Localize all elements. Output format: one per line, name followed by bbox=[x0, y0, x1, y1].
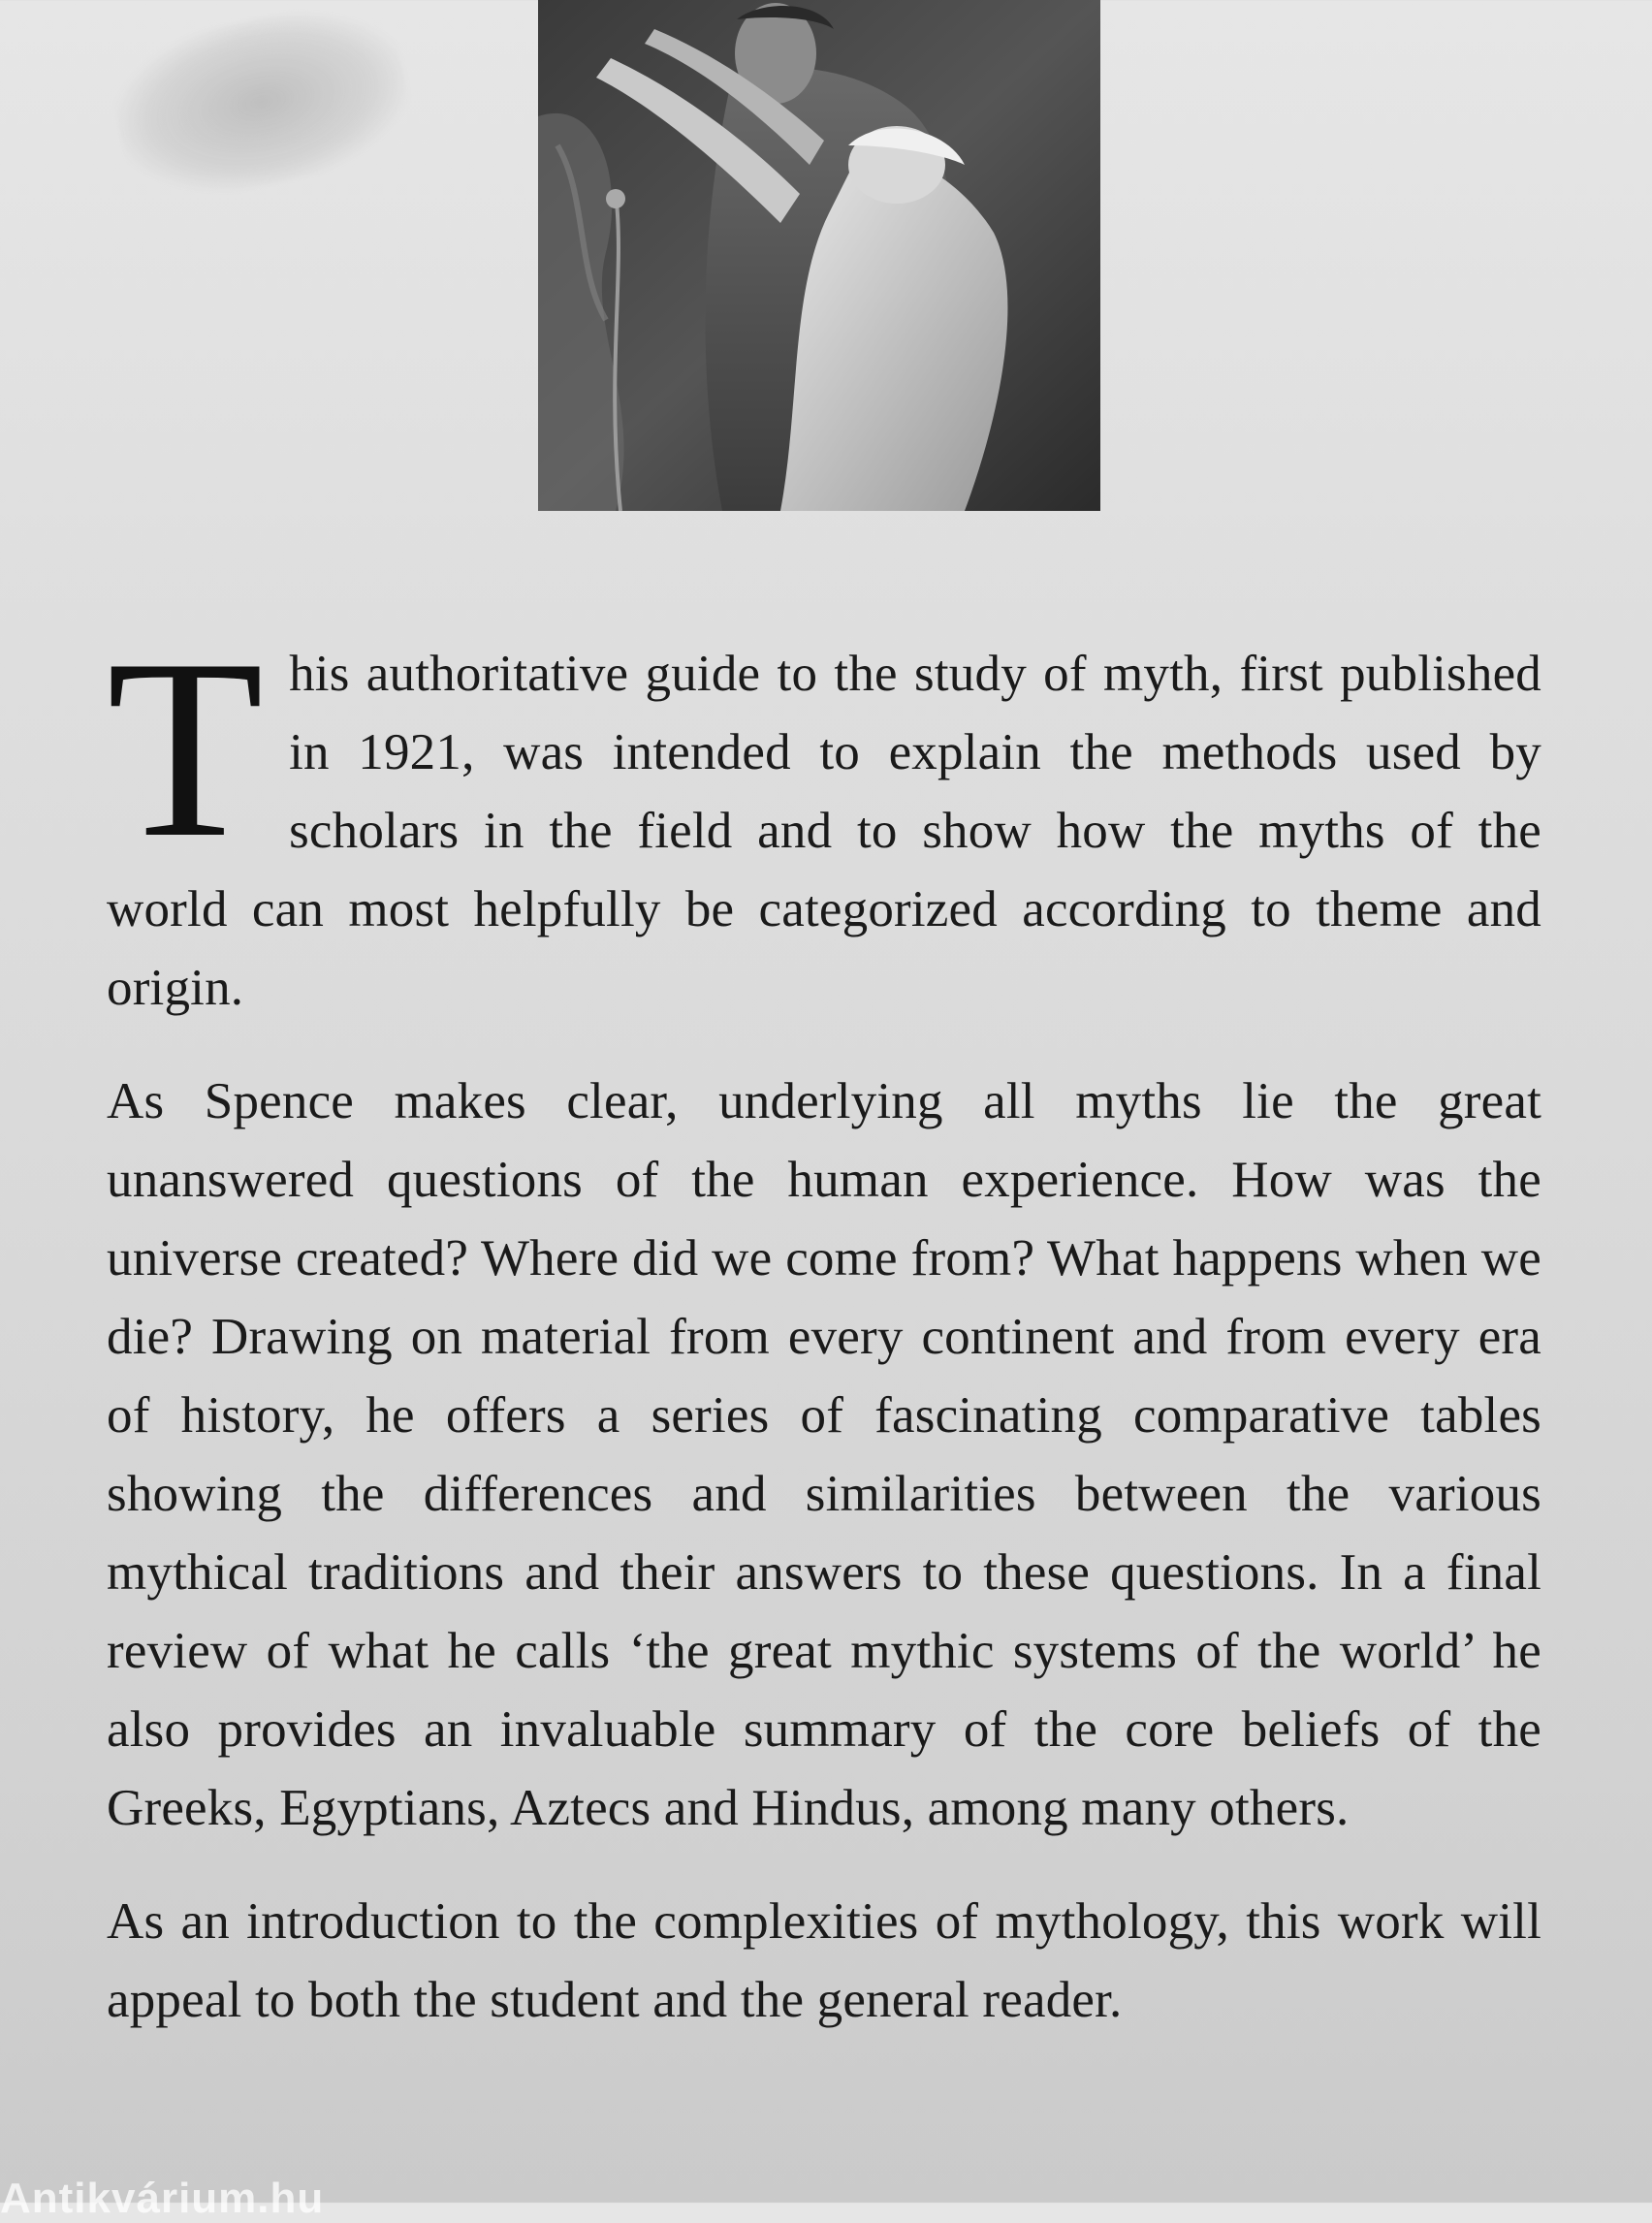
blurb-paragraph-1 bbox=[107, 607, 1541, 1028]
paragraph-1-text: his authoritative guide to the study of myth, first published in 1921, was intended to explain the methods used by scholars in the field and to show how the myths of the world can most helpfully be categorized according to theme and origin. bbox=[107, 646, 1541, 1016]
blurb-text bbox=[107, 607, 1541, 2040]
watermark-text: Antikvárium.hu bbox=[0, 2175, 325, 2222]
stain-mark bbox=[103, 0, 422, 212]
blurb-paragraph-2: As Spence makes clear, underlying all myths lie the great unanswered questions of the human experience. How was the universe created? Where did we come from? What happens when we die? Drawing on material from every continent and from every era of history, he offers a series of fascinating comparative tables showing the differences and similarities between the various mythical traditions and their answers to these questions. In a final review of what he calls ‘the great mythic systems of the world’ he also provides an invaluable summary of the core beliefs of the Greeks, Egyptians, Aztecs and Hindus, among many others. bbox=[107, 1073, 1541, 1836]
drop-cap: T bbox=[107, 607, 265, 891]
blurb-paragraph-3: As an introduction to the complexities of mythology, this work will appeal to both the student and the general reader. bbox=[107, 1893, 1541, 2028]
cover-illustration bbox=[538, 0, 1100, 511]
illustration-artwork bbox=[538, 0, 1100, 511]
